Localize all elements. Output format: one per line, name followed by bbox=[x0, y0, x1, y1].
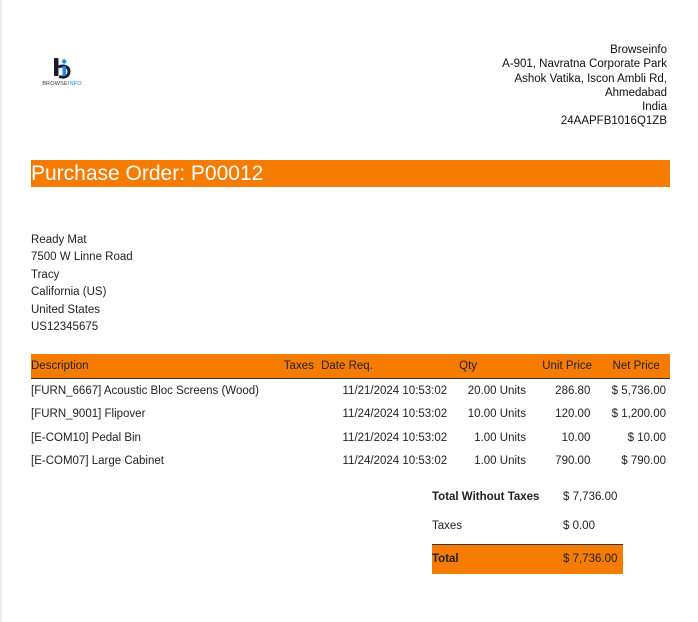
company-city: Ahmedabad bbox=[604, 86, 667, 99]
table-header-row bbox=[31, 354, 670, 379]
company-country: India bbox=[642, 101, 667, 114]
cell-net-price: $ 10.00 bbox=[627, 431, 666, 444]
table-row bbox=[31, 379, 670, 403]
column-header-description: Description bbox=[31, 354, 284, 379]
cell-qty: 20.00 Units bbox=[467, 384, 526, 397]
vendor-tax-id: US12345675 bbox=[31, 321, 99, 334]
cell-qty: 1.00 Units bbox=[474, 431, 526, 444]
company-name: Browseinfo bbox=[610, 44, 667, 56]
page-title: Purchase Order: P00012 bbox=[31, 160, 670, 187]
cell-qty: 10.00 Units bbox=[467, 408, 526, 421]
cell-date-req: 11/24/2024 10:53:02 bbox=[342, 455, 448, 468]
cell-taxes bbox=[284, 426, 321, 450]
cell-unit-price: 286.80 bbox=[555, 384, 591, 397]
taxes-label: Taxes bbox=[432, 520, 463, 532]
total-without-taxes-label: Total Without Taxes bbox=[432, 491, 540, 503]
vendor-state: California (US) bbox=[31, 286, 107, 299]
grand-total-value: $ 7,736.00 bbox=[563, 553, 618, 565]
column-header-qty: Qty bbox=[459, 354, 532, 379]
taxes-value: $ 0.00 bbox=[563, 520, 595, 532]
vendor-city: Tracy bbox=[31, 268, 60, 281]
vendor-name: Ready Mat bbox=[31, 234, 87, 246]
total-without-taxes-row bbox=[432, 486, 623, 515]
company-address bbox=[502, 43, 667, 129]
column-header-unit-price: Unit Price bbox=[532, 354, 602, 379]
column-header-net-price: Net Price bbox=[602, 354, 670, 379]
totals-summary bbox=[432, 486, 623, 574]
order-lines-table bbox=[31, 354, 670, 473]
cell-description: [FURN_6667] Acoustic Bloc Screens (Wood) bbox=[31, 384, 259, 397]
grand-total-row bbox=[432, 545, 623, 574]
cell-net-price: $ 790.00 bbox=[621, 455, 666, 468]
cell-date-req: 11/21/2024 10:53:02 bbox=[342, 431, 448, 444]
cell-taxes bbox=[284, 450, 321, 474]
cell-description: [FURN_9001] Flipover bbox=[31, 408, 146, 421]
vendor-address bbox=[31, 232, 133, 336]
cell-net-price: $ 1,200.00 bbox=[611, 408, 666, 421]
browseinfo-logo-icon bbox=[51, 56, 73, 80]
cell-date-req: 11/24/2024 10:53:02 bbox=[342, 408, 448, 421]
cell-unit-price: 10.00 bbox=[561, 431, 591, 444]
table-row bbox=[31, 426, 670, 450]
taxes-row bbox=[432, 515, 623, 544]
cell-description: [E-COM10] Pedal Bin bbox=[31, 431, 141, 444]
company-tax-id: 24AAPFB1016Q1ZB bbox=[560, 115, 667, 128]
company-logo bbox=[37, 56, 87, 92]
cell-taxes bbox=[284, 403, 321, 427]
column-header-date-req: Date Req. bbox=[321, 354, 459, 379]
grand-total-label: Total bbox=[432, 553, 459, 565]
cell-taxes bbox=[284, 379, 321, 403]
table-row bbox=[31, 403, 670, 427]
logo-wordmark: BROWSEINFO bbox=[42, 81, 82, 87]
cell-unit-price: 120.00 bbox=[555, 408, 591, 421]
vendor-country: United States bbox=[31, 303, 101, 316]
cell-unit-price: 790.00 bbox=[555, 455, 591, 468]
cell-net-price: $ 5,736.00 bbox=[611, 384, 666, 397]
company-address-line: Ashok Vatika, Iscon Ambli Rd, bbox=[514, 72, 667, 85]
column-header-taxes: Taxes bbox=[284, 354, 321, 379]
vendor-street: 7500 W Linne Road bbox=[31, 251, 133, 264]
cell-qty: 1.00 Units bbox=[474, 455, 526, 468]
cell-date-req: 11/21/2024 10:53:02 bbox=[342, 384, 448, 397]
page-edge bbox=[0, 0, 2, 622]
table-row bbox=[31, 450, 670, 474]
company-address-line: A-901, Navratna Corporate Park bbox=[502, 58, 667, 71]
total-without-taxes-value: $ 7,736.00 bbox=[563, 491, 618, 503]
cell-description: [E-COM07] Large Cabinet bbox=[31, 455, 164, 468]
